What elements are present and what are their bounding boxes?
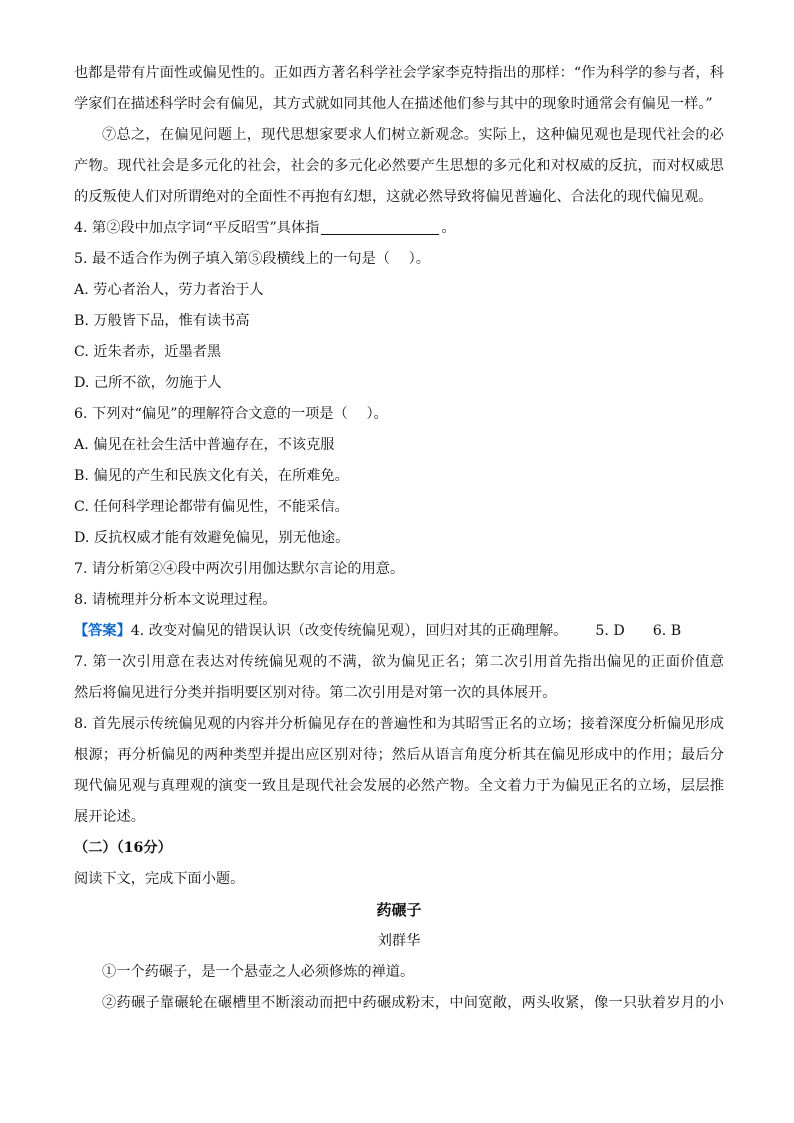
question-6-stem: 6. 下列对“偏见”的理解符合文意的一项是（ ）。 xyxy=(74,406,388,422)
question-4-stem: 4. 第②段中加点字词“平反昭雪”具体指 xyxy=(74,220,320,236)
section-heading: （二）（16分） xyxy=(74,840,172,856)
article-paragraph: ①一个药碾子，是一个悬壶之人必须修炼的禅道。 xyxy=(102,964,415,980)
answer-6: 6. B xyxy=(652,623,682,639)
instruction: 阅读下文，完成下面小题。 xyxy=(74,871,245,887)
answer-7-line: 7. 第一次引用意在表达对传统偏见观的不满，欲为偏见正名；第二次引用首先指出偏见的正面价值意 xyxy=(74,654,724,670)
answer-7-line: 然后将偏见进行分类并指明要区别对待。第二次引用是对第一次的具体展开。 xyxy=(74,685,557,701)
document-page xyxy=(74,58,724,1019)
question-5-option: A. 劳心者治人，劳力者治于人 xyxy=(74,282,264,298)
article-paragraph: ②药碾子靠碾轮在碾槽里不断滚动而把中药碾成粉末，中间宽敞，两头收紧，像一只驮着岁月的小 xyxy=(102,995,724,1011)
answer-8-line: 展开论述。 xyxy=(74,809,145,825)
question-8: 8. 请梳理并分析本文说理过程。 xyxy=(74,592,277,608)
answer-4: 4. 改变对偏见的错误认识（改变传统偏见观），回归对其的正确理解。 xyxy=(130,623,568,639)
text-line: ⑦总之，在偏见问题上，现代思想家要求人们树立新观念。实际上，这种偏见观也是现代社会的必 xyxy=(102,127,724,143)
question-6-option: B. 偏见的产生和民族文化有关，在所难免。 xyxy=(74,468,349,484)
question-5-option: B. 万般皆下品，惟有读书高 xyxy=(74,313,250,329)
question-5-option: C. 近朱者赤，近墨者黑 xyxy=(74,344,222,360)
answer-blank xyxy=(321,218,439,235)
answer-5: 5. D xyxy=(595,623,625,639)
text-line: 产物。现代社会是多元化的社会，社会的多元化必然要产生思想的多元化和对权威的反抗，而对权威思 xyxy=(74,158,724,174)
text-line: 也都是带有片面性或偏见性的。正如西方著名科学社会学家李克特指出的那样：“作为科学的参与者，科 xyxy=(74,65,724,81)
question-5-option: D. 己所不欲，勿施于人 xyxy=(74,375,222,391)
question-6-option: C. 任何科学理论都带有偏见性，不能采信。 xyxy=(74,499,349,515)
text-line: 的反叛使人们对所谓绝对的全面性不再抱有幻想，这就必然导致将偏见普遍化、合法化的现代偏见观。 xyxy=(74,189,713,205)
question-4 xyxy=(74,213,724,244)
question-6-option: A. 偏见在社会生活中普遍存在，不该克服 xyxy=(74,437,335,453)
answer-8-line: 根源；再分析偏见的两种类型并提出应区别对待；然后从语言角度分析其在偏见形成中的作用；最后分 xyxy=(74,747,724,763)
question-6-option: D. 反抗权威才能有效避免偏见，别无他途。 xyxy=(74,530,350,546)
question-7: 7. 请分析第②④段中两次引用伽达默尔言论的用意。 xyxy=(74,561,405,577)
answer-8-line: 8. 首先展示传统偏见观的内容并分析偏见存在的普遍性和为其昭雪正名的立场；接着深度分析偏见形成 xyxy=(74,716,724,732)
question-5-stem: 5. 最不适合作为例子填入第⑤段横线上的一句是（ ）。 xyxy=(74,251,430,267)
text-line: 学家们在描述科学时会有偏见，其方式就如同其他人在描述他们参与其中的现象时通常会有偏见一样。” xyxy=(74,96,713,112)
question-4-suffix: 。 xyxy=(441,220,456,236)
answer-tag: 【答案】 xyxy=(74,623,131,639)
article-title: 药碾子 xyxy=(376,901,422,919)
answer-8-line: 现代偏见观与真理观的演变一致且是现代社会发展的必然产物。全文着力于为偏见正名的立场，层层推 xyxy=(74,778,724,794)
answer-line xyxy=(74,616,724,647)
article-author: 刘群华 xyxy=(377,933,421,949)
